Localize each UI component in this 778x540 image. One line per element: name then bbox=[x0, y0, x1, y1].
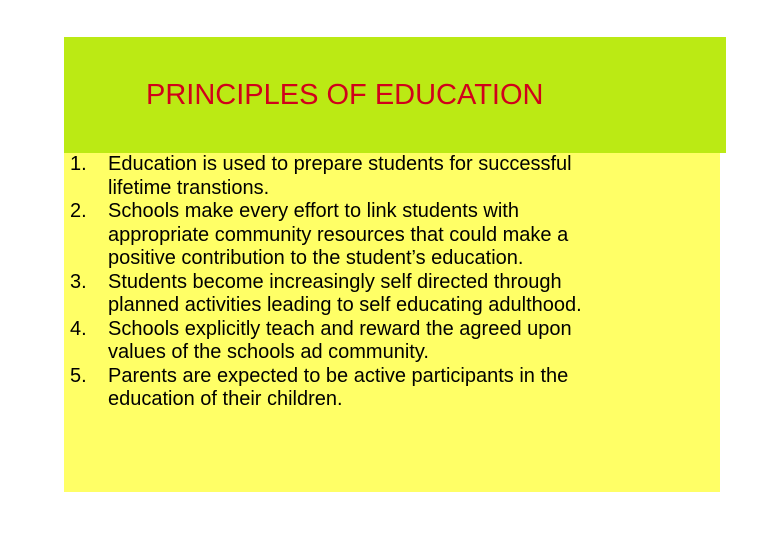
list-item-number: 2. bbox=[70, 200, 87, 222]
list-item-number: 1. bbox=[70, 153, 87, 175]
list-item bbox=[64, 153, 582, 200]
list-item-text: values of the schools ad community. bbox=[108, 341, 429, 363]
list-item-text: Students become increasingly self directed through bbox=[108, 270, 562, 293]
list-item-text: lifetime transtions. bbox=[108, 176, 270, 199]
list-item bbox=[64, 200, 582, 271]
list-item bbox=[64, 318, 582, 365]
list-item-number: 5. bbox=[70, 364, 87, 387]
list-item-text: positive contribution to the student’s education. bbox=[108, 247, 524, 269]
content-box bbox=[64, 153, 720, 492]
list-item-text: education of their children. bbox=[108, 388, 343, 410]
list-item bbox=[64, 365, 582, 412]
list-item-number: 4. bbox=[70, 317, 87, 340]
list-item-text: planned activities leading to self educating adulthood. bbox=[108, 294, 582, 316]
list-item-text: Schools explicitly teach and reward the agreed upon bbox=[108, 317, 572, 340]
list-item-number: 3. bbox=[70, 270, 87, 293]
list-item-text: Parents are expected to be active participants in the bbox=[108, 364, 569, 387]
list-item-text: appropriate community resources that could make a bbox=[108, 223, 569, 246]
list-item-text: Education is used to prepare students for successful bbox=[108, 153, 572, 175]
list-item-text: Schools make every effort to link students with bbox=[108, 200, 519, 222]
title-box bbox=[64, 37, 726, 153]
list-item bbox=[64, 271, 582, 318]
slide-title: PRINCIPLES OF EDUCATION bbox=[146, 79, 544, 111]
principles-list bbox=[64, 153, 582, 412]
